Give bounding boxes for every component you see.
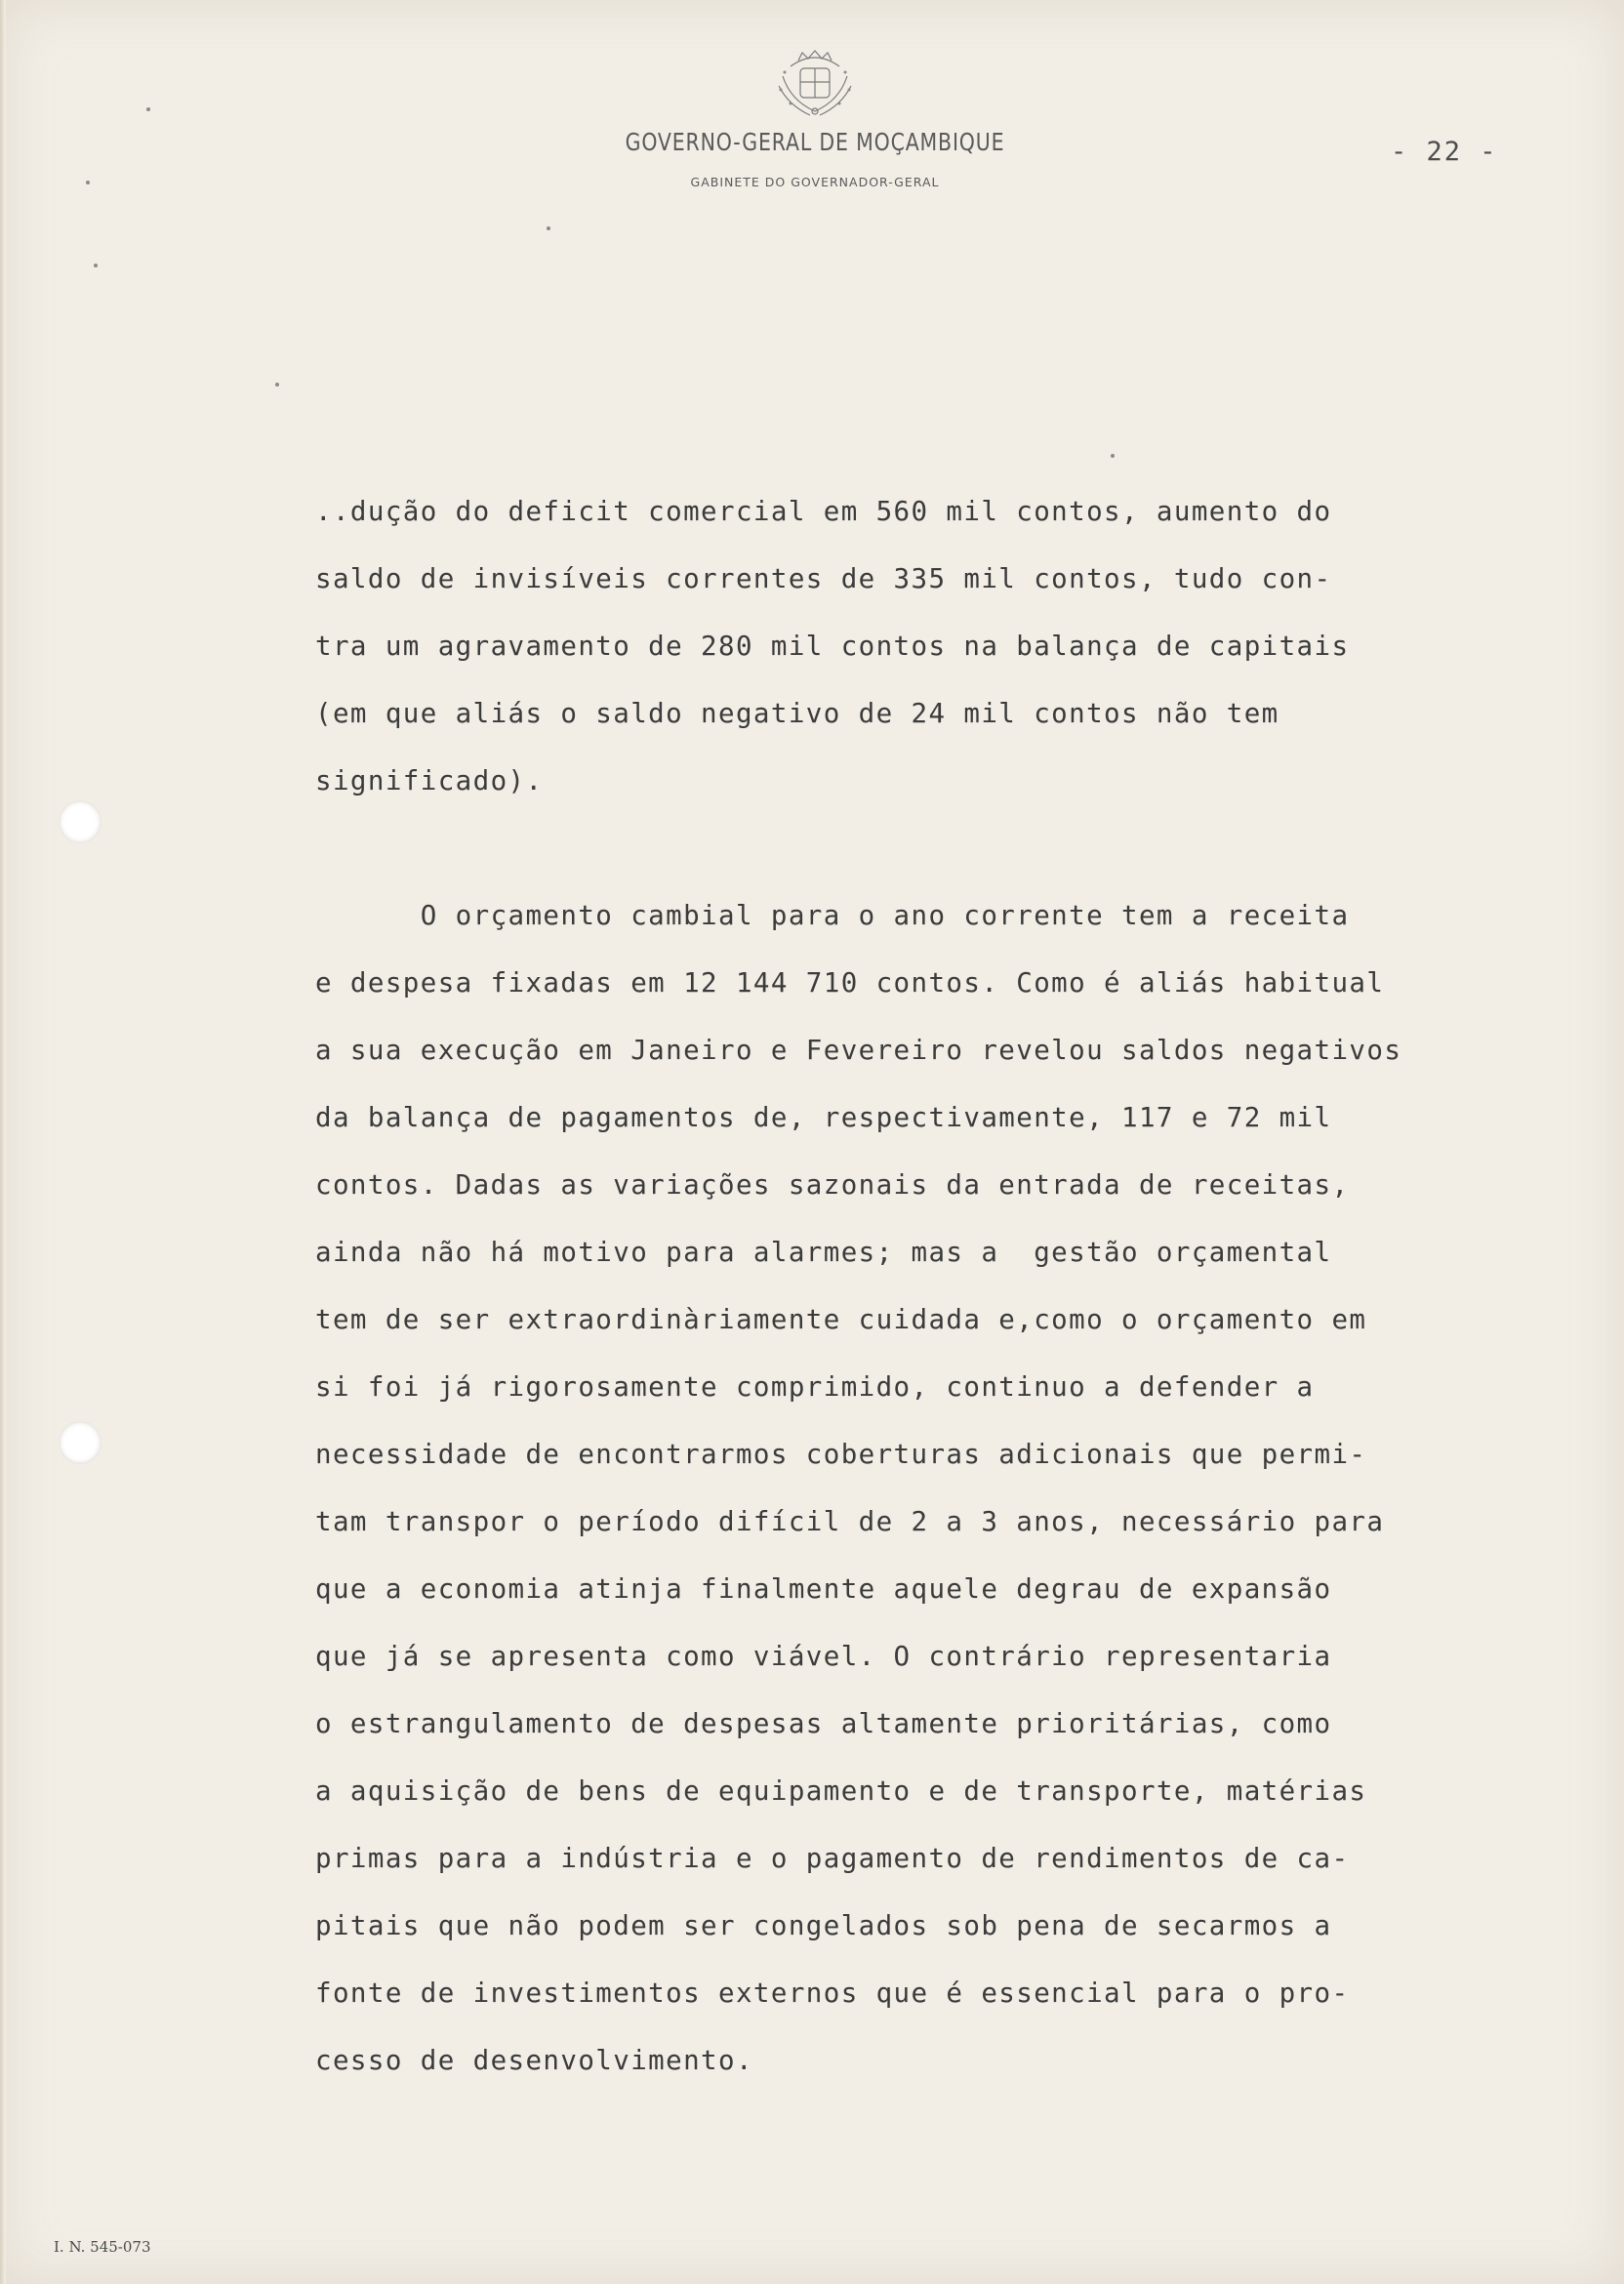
text-line: cesso de desenvolvimento.	[315, 2045, 753, 2076]
text-line: da balança de pagamentos de, respectivamente, 117 e 72 mil	[315, 1102, 1332, 1133]
text-line: tem de ser extraordinàriamente cuidada e,como o orçamento em	[315, 1304, 1367, 1335]
text-line: que já se apresenta como viável. O contrário representaria	[315, 1641, 1332, 1672]
text-line: ..dução do deficit comercial em 560 mil contos, aumento do	[315, 496, 1332, 527]
text-line: saldo de invisíveis correntes de 335 mil contos, tudo con-	[315, 563, 1332, 594]
text-line: ainda não há motivo para alarmes; mas a gestão orçamental	[315, 1237, 1332, 1268]
speck	[146, 107, 150, 111]
speck	[86, 181, 90, 184]
text-line: primas para a indústria e o pagamento de rendimentos de ca-	[315, 1843, 1350, 1874]
punch-hole	[59, 800, 102, 843]
text-line: O orçamento cambial para o ano corrente tem a receita	[315, 900, 1350, 931]
text-line: a sua execução em Janeiro e Fevereiro revelou saldos negativos	[315, 1035, 1402, 1066]
text-line: significado).	[315, 765, 544, 796]
text-line: necessidade de encontrarmos coberturas adicionais que permi-	[315, 1439, 1367, 1470]
letterhead-title: GOVERNO-GERAL DE MOÇAMBIQUE	[625, 128, 1005, 156]
speck	[547, 226, 550, 230]
speck	[1111, 454, 1115, 458]
page-edge	[0, 0, 6, 2284]
page-number: - 22 -	[1391, 137, 1498, 167]
letterhead-subtitle: GABINETE DO GOVERNADOR-GERAL	[690, 175, 940, 189]
text-line: tra um agravamento de 280 mil contos na balança de capitais	[315, 631, 1350, 662]
text-line: (em que aliás o saldo negativo de 24 mil contos não tem	[315, 698, 1279, 729]
form-code: I. N. 545-073	[54, 2238, 151, 2256]
paragraph	[315, 478, 1545, 815]
text-line: pitais que não podem ser congelados sob pena de secarmos a	[315, 1910, 1332, 1941]
text-line: si foi já rigorosamente comprimido, continuo a defender a	[315, 1371, 1315, 1403]
speck	[275, 383, 279, 387]
text-line: e despesa fixadas em 12 144 710 contos. Como é aliás habitual	[315, 967, 1385, 999]
speck	[94, 264, 98, 267]
text-line: o estrangulamento de despesas altamente prioritárias, como	[315, 1708, 1332, 1739]
coat-of-arms-icon	[761, 47, 869, 117]
text-line: contos. Dadas as variações sazonais da entrada de receitas,	[315, 1169, 1350, 1201]
text-line: fonte de investimentos externos que é essencial para o pro-	[315, 1978, 1350, 2009]
text-line: tam transpor o período difícil de 2 a 3 anos, necessário para	[315, 1506, 1385, 1537]
document-body	[315, 478, 1545, 2095]
paragraph	[315, 882, 1545, 2095]
text-line: que a economia atinja finalmente aquele degrau de expansão	[315, 1573, 1332, 1605]
punch-hole	[59, 1421, 102, 1464]
text-line: a aquisição de bens de equipamento e de transporte, matérias	[315, 1775, 1367, 1807]
